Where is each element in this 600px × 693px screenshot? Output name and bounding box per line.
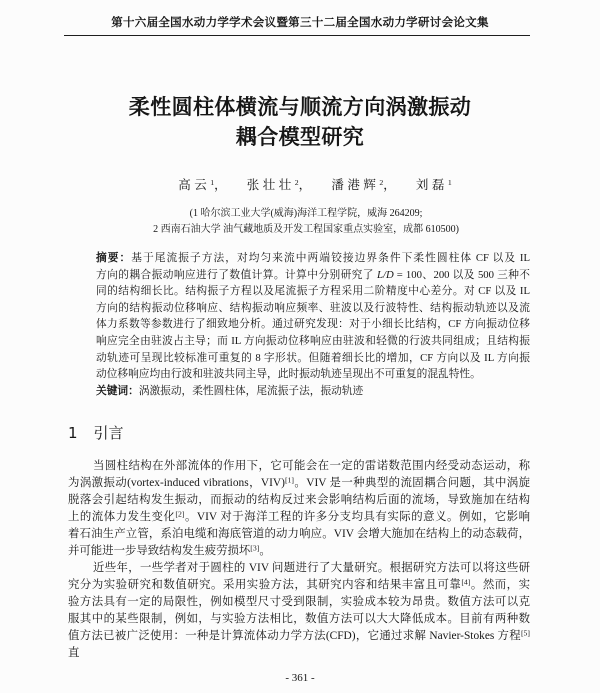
author-separator: ， xyxy=(214,178,231,192)
page-number: - 361 - xyxy=(285,672,315,684)
body-line xyxy=(68,577,530,594)
author-separator: ， xyxy=(298,178,315,192)
text-run: 服其中的某些限制，例如，与实验方法相比，数值方法可以大大降低成本。目前有两种数 xyxy=(68,613,530,625)
abstract-line xyxy=(96,316,530,333)
text-run: = 100、200 以及 500 三种不 xyxy=(393,268,530,281)
text-run: 为涡激振动(vortex-induced vibrations，VIV) xyxy=(68,477,285,489)
text-run: 并可能进一步导致结构发生疲劳损坏 xyxy=(68,545,251,557)
abstract-line xyxy=(96,283,530,300)
inline-label: 关键词： xyxy=(96,383,139,397)
affiliation-line: 2 西南石油大学 油气藏地质及开发工程国家重点实验室，成都 610500) xyxy=(153,224,459,235)
body-line xyxy=(68,475,530,492)
citation-superscript: [4] xyxy=(461,577,471,587)
text-run: 上的流体力发生变化 xyxy=(68,511,176,523)
author xyxy=(331,178,399,192)
text-run: 。VIV 是一种典型的流固耦合问题，其中涡旋 xyxy=(294,477,531,489)
paragraph xyxy=(68,458,530,560)
text-run: 脱落会引起结构发生振动，而振动的结构反过来会影响结构后面的流场，导致施加在结构 xyxy=(68,494,530,506)
author-name: 张壮壮 xyxy=(246,178,295,192)
text-run: 动位移响应均由行波和驻波共同主导，此时振动轨迹呈现出不可重复的混乱特性。 xyxy=(96,368,481,381)
text-run: 响应完全由驻波占主导；而 IL 方向振动位移响应由驻波和轻微的行波共同组成；且结构振 xyxy=(96,334,530,347)
body-line xyxy=(68,492,530,509)
section-heading xyxy=(68,424,124,442)
affiliation-marker: 2 xyxy=(294,177,299,187)
text-run: 究分为实验研究和数值研究。采用实验方法，其研究内容和结果丰富且可靠 xyxy=(68,579,462,591)
header-rule xyxy=(64,35,530,36)
affiliations xyxy=(75,206,537,238)
text-run: 当圆柱结构在外部流体的作用下，它可能会在一定的雷诺数范围内经受动态运动，称 xyxy=(93,460,530,472)
abstract-line xyxy=(96,333,530,350)
text-run: 体力系数等参数进行了细致地分析。通过研究发现：对于小细长比结构，CF 方向振动位移 xyxy=(96,318,530,331)
abstract-line xyxy=(96,350,530,367)
author-separator: ， xyxy=(383,178,400,192)
body-line xyxy=(68,543,530,560)
author xyxy=(416,178,452,192)
italic-symbol: L/D xyxy=(377,268,394,281)
body-text xyxy=(68,458,531,659)
text-run: 值方法已被广泛使用：一种是计算流体动力学方法(CFD)，它通过求解 Navier-Stokes 方程 xyxy=(68,630,521,642)
author-list xyxy=(84,176,546,194)
text-run: 涡激振动，柔性圆柱体，尾流振子法，振动轨迹 xyxy=(138,384,364,397)
citation-superscript: [1] xyxy=(284,475,294,485)
section-number: 1 xyxy=(68,424,78,442)
keywords-line xyxy=(96,383,530,400)
text-run: 方向的结构振动位移响应、结构振动响应频率、驻波以及行波特性、结构振动轨迹以及流 xyxy=(96,301,530,314)
text-run: 方向的耦合振动响应进行了数值计算。计算中分别研究了 xyxy=(96,268,378,281)
body-line xyxy=(68,509,530,526)
text-run: 着石油生产立管，系泊电缆和海底管道的动力响应。VIV 会增大施加在结构上的动态载荷， xyxy=(68,528,530,540)
author xyxy=(247,178,315,192)
body-line xyxy=(68,628,530,659)
text-run: 。 xyxy=(259,545,271,557)
citation-superscript: [3] xyxy=(250,543,260,553)
abstract-text xyxy=(96,250,530,383)
body-line xyxy=(68,526,530,543)
body-line xyxy=(68,594,530,611)
text-run: 。然而，实 xyxy=(470,579,530,591)
abstract-line xyxy=(96,250,530,267)
text-run: 验方法具有一定的局限性，例如模型尺寸受到限制，实验成本较为昂贵。数值方法可以克 xyxy=(68,596,530,608)
author xyxy=(178,178,230,192)
abstract xyxy=(96,250,530,399)
inline-label: 摘要： xyxy=(96,251,132,264)
citation-superscript: [5] xyxy=(520,628,530,638)
abstract-line xyxy=(96,267,530,284)
affiliation-marker: 1 xyxy=(447,177,452,187)
author-name: 刘磊 xyxy=(415,178,448,192)
title-line-2: 耦合模型研究 xyxy=(235,125,365,149)
paper-title xyxy=(60,92,540,152)
paragraph xyxy=(68,560,530,659)
running-header: 第十六届全国水动力学学术会议暨第三十二届全国水动力学研讨会论文集 xyxy=(111,15,489,29)
text-run: 基于尾流振子方法，对均匀来流中两端铰接边界条件下柔性圆柱体 CF 以及 IL xyxy=(131,252,530,264)
text-run: 同的结构细长比。结构振子方程以及尾流振子方程采用二阶精度中心差分。对 CF 以及 IL xyxy=(96,285,530,298)
text-run: 动轨迹可呈现比较标准可重复的 8 字形状。但随着细长比的增加，CF 方向以及 IL 方向振 xyxy=(96,351,530,364)
text-run: 。VIV 对于海洋工程的许多分支均具有实际的意义。例如，它影响 xyxy=(184,511,530,523)
section-title: 引言 xyxy=(93,424,124,442)
body-line xyxy=(68,458,530,475)
body-line xyxy=(68,611,530,628)
affiliation-line: (1 哈尔滨工业大学(威海)海洋工程学院，威海 264209; xyxy=(189,208,423,219)
abstract-line xyxy=(96,366,530,383)
author-name: 潘港辉 xyxy=(331,178,380,192)
keywords xyxy=(96,383,530,400)
affiliation-marker: 2 xyxy=(379,177,384,187)
affiliation-marker: 1 xyxy=(210,177,215,187)
citation-superscript: [2] xyxy=(175,509,185,519)
text-run: 近些年，一些学者对于圆柱的 VIV 问题进行了大量研究。根据研究方法可以将这些研 xyxy=(93,562,530,574)
author-name: 高云 xyxy=(178,178,211,192)
abstract-line xyxy=(96,300,530,317)
title-line-1: 柔性圆柱体横流与顺流方向涡激振动 xyxy=(128,95,472,119)
body-line xyxy=(68,560,530,577)
text-run: 直 xyxy=(68,647,80,659)
